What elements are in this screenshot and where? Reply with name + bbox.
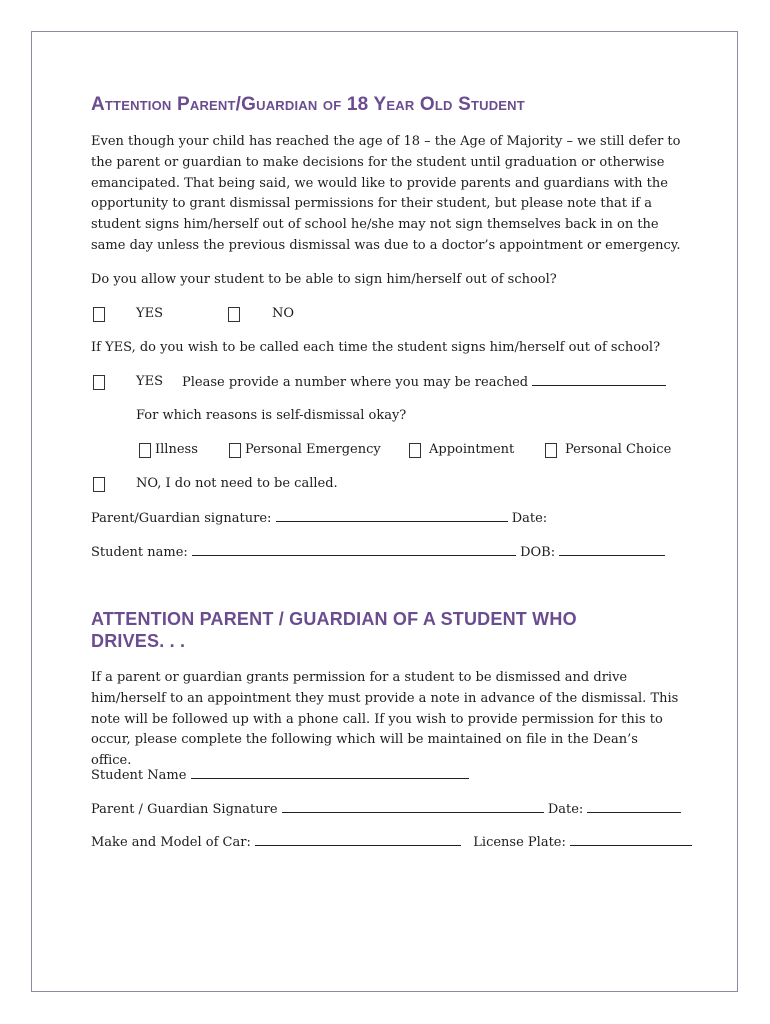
call-no-label: NO, I do not need to be called.: [136, 476, 338, 491]
driver-date-label: Date:: [547, 802, 584, 817]
driver-signature-field[interactable]: [282, 800, 544, 813]
signature-field[interactable]: [276, 509, 508, 522]
driver-student-name-label: Student Name: [91, 768, 187, 783]
checkbox-call-no[interactable]: [93, 477, 105, 492]
checkbox-allow-no[interactable]: [228, 307, 240, 322]
signature-label: Parent/Guardian signature:: [91, 511, 272, 526]
license-plate-label: License Plate:: [473, 835, 566, 850]
allow-no-label: NO: [272, 306, 295, 321]
car-label: Make and Model of Car:: [91, 835, 251, 850]
car-row: [91, 833, 692, 852]
section2-intro: If a parent or guardian grants permission for a student to be dismissed and drive him/herself to an appointment they must provide a note in advance of the dismissal. This note will be followed up with a phone call. If you wish to provide permission for this to occur, please complete the following which will be maintained on file in the Dean’s office.: [91, 670, 679, 769]
driver-student-row: [91, 766, 469, 785]
license-plate-field[interactable]: [570, 833, 692, 846]
student-name-field[interactable]: [192, 543, 516, 556]
checkbox-reason-personal-choice[interactable]: [545, 443, 557, 458]
section1-title: Attention Parent/Guardian of 18 Year Old Student: [91, 94, 525, 115]
reason-personal-choice-label: Personal Choice: [565, 442, 672, 457]
driver-signature-label: Parent / Guardian Signature: [91, 802, 278, 817]
student-row: [91, 543, 665, 562]
dob-label: DOB:: [520, 545, 556, 560]
driver-date-field[interactable]: [587, 800, 681, 813]
phone-number-field[interactable]: [532, 373, 666, 386]
reason-appointment-label: Appointment: [429, 442, 515, 457]
car-field[interactable]: [255, 833, 461, 846]
reason-illness-label: Illness: [155, 442, 198, 457]
phone-number-label: Please provide a number where you may be reached: [182, 375, 529, 390]
driver-signature-row: [91, 800, 681, 819]
checkbox-call-yes[interactable]: [93, 375, 105, 390]
allow-yes-label: YES: [136, 306, 163, 321]
signature-row: [91, 509, 547, 528]
section1-intro: Even though your child has reached the age of 18 – the Age of Majority – we still defer to the parent or guardian to make decisions for the student until graduation or otherwise emancipated. That being said, we would like to provide parents and guardians with the opportunity to grant dismissal permissions for their student, but please note that if a student signs him/herself out of school he/she may not sign themselves back in on the same day unless the previous dismissal was due to a doctor’s appointment or emergency.: [91, 134, 681, 253]
question-sign-out: Do you allow your student to be able to sign him/herself out of school?: [91, 272, 557, 287]
call-yes-label: YES: [136, 374, 163, 389]
section2-title: ATTENTION PARENT / GUARDIAN OF A STUDENT WHO DRIVES. . .: [91, 609, 577, 651]
checkbox-reason-personal-emergency[interactable]: [229, 443, 241, 458]
checkbox-allow-yes[interactable]: [93, 307, 105, 322]
date-label: Date:: [511, 511, 548, 526]
reason-personal-emergency-label: Personal Emergency: [245, 442, 381, 457]
phone-number-prompt: [182, 373, 666, 392]
checkbox-reason-appointment[interactable]: [409, 443, 421, 458]
question-call: If YES, do you wish to be called each time the student signs him/herself out of school?: [91, 340, 661, 355]
checkbox-reason-illness[interactable]: [139, 443, 151, 458]
student-name-label: Student name:: [91, 545, 188, 560]
reasons-prompt: For which reasons is self-dismissal okay?: [136, 408, 407, 423]
driver-student-name-field[interactable]: [191, 766, 469, 779]
dob-field[interactable]: [559, 543, 665, 556]
